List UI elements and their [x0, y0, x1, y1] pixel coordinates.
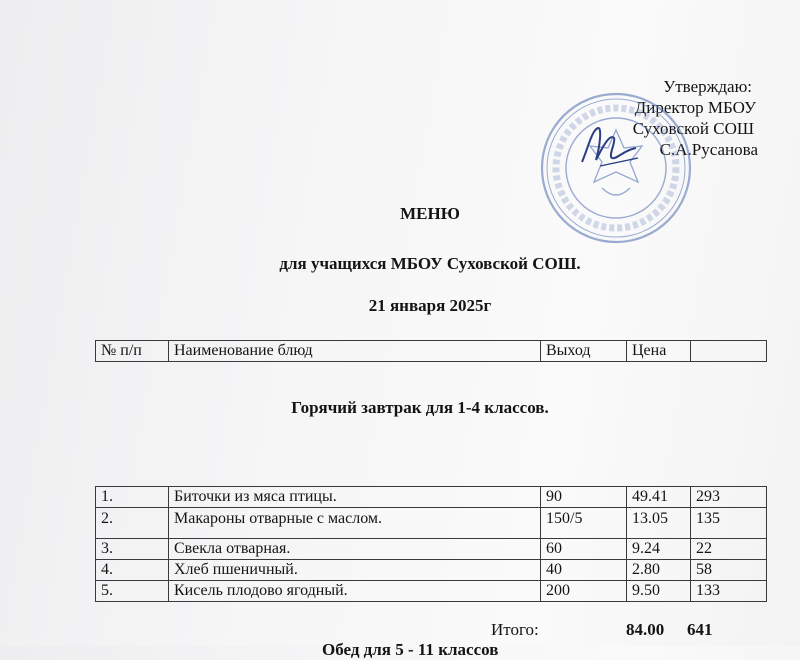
column-header-extra: [691, 341, 767, 362]
item-number: 1.: [96, 487, 169, 508]
table-row: [96, 487, 767, 508]
menu-subtitle: для учащихся МБОУ Суховской СОШ.: [279, 254, 581, 273]
column-header-price: Цена: [627, 341, 691, 362]
item-name: Свекла отварная.: [169, 539, 541, 560]
menu-items-table: [95, 486, 767, 602]
approval-position: Директор МБОУ: [634, 98, 756, 117]
item-portion: 60: [541, 539, 627, 560]
item-kcal: 22: [691, 539, 767, 560]
item-name: Макароны отварные с маслом.: [169, 508, 541, 539]
item-portion: 40: [541, 560, 627, 581]
menu-date: 21 января 2025г: [368, 296, 492, 315]
item-portion: 90: [541, 487, 627, 508]
item-number: 3.: [96, 539, 169, 560]
item-price: 9.24: [627, 539, 691, 560]
item-portion: 200: [541, 581, 627, 602]
item-price: 2.80: [627, 560, 691, 581]
table-row: [96, 508, 767, 539]
total-price: 84.00: [626, 620, 665, 639]
table-row: [96, 581, 767, 602]
section-title: Горячий завтрак для 1-4 классов.: [291, 398, 549, 417]
next-section-title: Обед для 5 - 11 классов: [322, 640, 499, 659]
page-title: МЕНЮ: [400, 204, 460, 223]
header-row: [96, 341, 767, 362]
director-signature: [578, 118, 640, 170]
item-price: 49.41: [627, 487, 691, 508]
column-header-number: № п/п: [96, 341, 169, 362]
item-name: Кисель плодово ягодный.: [169, 581, 541, 602]
table-row: [96, 539, 767, 560]
item-name: Биточки из мяса птицы.: [169, 487, 541, 508]
totals-row: [0, 620, 800, 642]
table-row: [96, 560, 767, 581]
approval-school: Суховской СОШ: [632, 119, 754, 138]
item-kcal: 293: [691, 487, 767, 508]
item-kcal: 135: [691, 508, 767, 539]
item-number: 5.: [96, 581, 169, 602]
item-price: 9.50: [627, 581, 691, 602]
column-header-portion: Выход: [541, 341, 627, 362]
total-label: Итого:: [491, 620, 539, 639]
item-name: Хлеб пшеничный.: [169, 560, 541, 581]
item-kcal: 133: [691, 581, 767, 602]
item-price: 13.05: [627, 508, 691, 539]
column-header-dish: Наименование блюд: [169, 341, 541, 362]
item-number: 2.: [96, 508, 169, 539]
item-portion: 150/5: [541, 508, 627, 539]
total-kcal: 641: [687, 620, 713, 639]
item-kcal: 58: [691, 560, 767, 581]
approval-signatory: С.А.Русанова: [659, 140, 758, 159]
approval-heading: Утверждаю:: [663, 77, 752, 96]
menu-header-table: [95, 340, 767, 362]
item-number: 4.: [96, 560, 169, 581]
